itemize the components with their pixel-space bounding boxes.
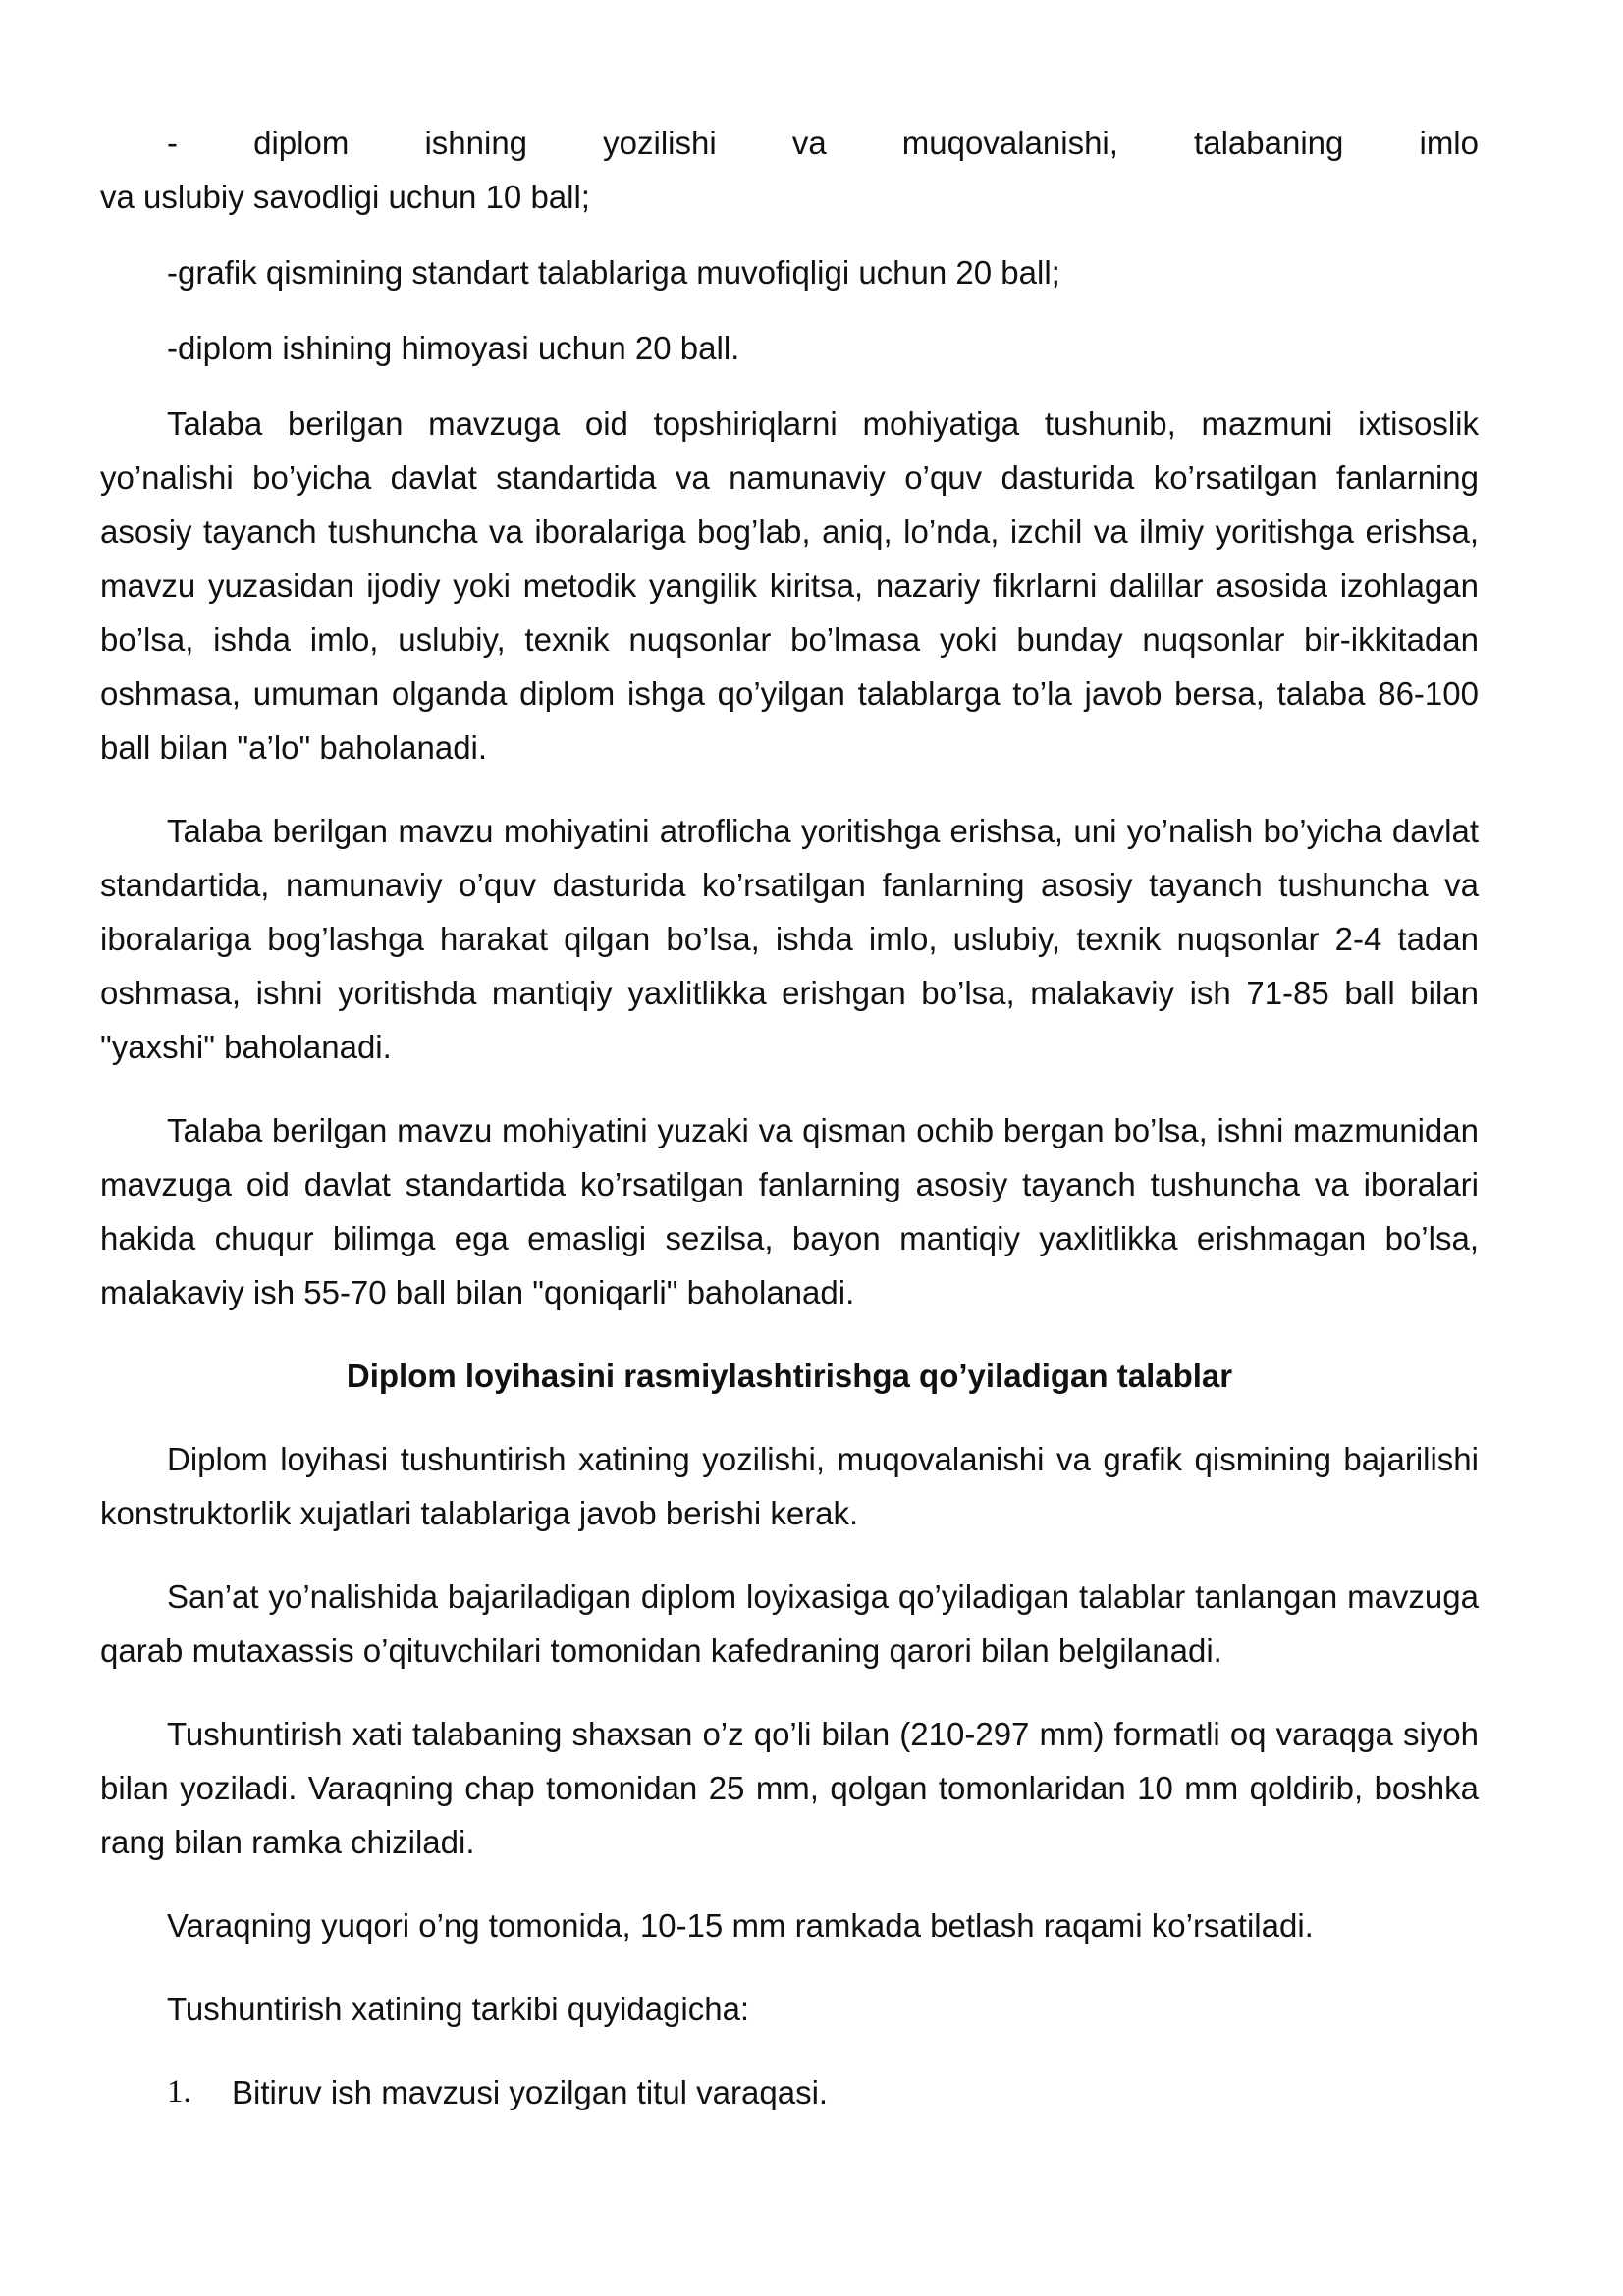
paragraph-yaxshi-criteria: Talaba berilgan mavzu mohiyatini atroflicha yoritishga erishsa, uni yo’nalish bo’yicha davlat standartida, namunaviy o’quv dasturida ko’rsatilgan fanlarning asosiy tayanch tushuncha va iboralariga bog’lashga harakat qilgan bo’lsa, ishda imlo, uslubiy, texnik nuqsonlar 2-4 tadan oshmasa, ishni yoritishda mantiqiy yaxlitlikka erishgan bo’lsa, malakaviy ish 71-85 ball bilan "yaxshi" baholanadi. [100, 813, 1479, 1065]
paragraph-diplom-loyiha: Diplom loyihasi tushuntirish xatining yozilishi, muqovalanishi va grafik qismining bajarilishi konstruktorlik xujatlari talablariga javob berishi kerak. [100, 1441, 1479, 1531]
paragraph-alo-criteria: Talaba berilgan mavzuga oid topshiriqlarni mohiyatiga tushunib, mazmuni ixtisoslik yo’nalishi bo’yicha davlat standartida va namunaviy o’quv dasturida ko’rsatilgan fanlarning asosiy tayanch tushuncha va iboralariga bog’lab, aniq, lo’nda, izchil va ilmiy yoritishga erishsa, mavzu yuzasidan ijodiy yoki metodik yangilik kiritsa, nazariy fikrlarni dalillar asosida izohlagan bo’lsa, ishda imlo, uslubiy, texnik nuqsonlar bo’lmasa yoki bunday nuqsonlar bir-ikkitadan oshmasa, umuman olganda diplom ishga qo’yilgan talablarga to’la javob bersa, talaba 86-100 ball bilan "a’lo" baholanadi. [100, 405, 1479, 766]
list-item-text: Bitiruv ish mavzusi yozilgan titul varaqasi. [232, 2074, 829, 2110]
document-page [100, 116, 1479, 2119]
paragraph-betlash: Varaqning yuqori o’ng tomonida, 10-15 mm ramkada betlash raqami ko’rsatiladi. [167, 1907, 1314, 1944]
list-item [100, 2065, 1479, 2119]
paragraph-sanat: San’at yo’nalishida bajariladigan diplom loyixasiga qo’yiladigan talablar tanlangan mavzuga qarab mutaxassis o’qituvchilari tomonidan kafedraning qarori bilan belgilanadi. [100, 1578, 1479, 1669]
paragraph-qoniqarli-criteria: Talaba berilgan mavzu mohiyatini yuzaki va qisman ochib bergan bo’lsa, ishni mazmunidan mavzuga oid davlat standartida ko’rsatilgan fanlarning asosiy tayanch tushuncha va iboralari hakida chuqur bilimga ega emasligi sezilsa, bayon mantiqiy yaxlitlikka erishmagan bo’lsa, malakaviy ish 55-70 ball bilan "qoniqarli" baholanadi. [100, 1112, 1479, 1310]
section-heading: Diplom loyihasini rasmiylashtirishga qo’yiladigan talablar [346, 1358, 1233, 1394]
paragraph-tarkib: Tushuntirish xatining tarkibi quyidagicha: [167, 1991, 750, 2027]
list-item-number: 1. [167, 2074, 191, 2109]
paragraph-diplom-writing: - diplom ishning yozilishi va muqovalanishi, talabaning imlo [167, 125, 1479, 161]
paragraph-grafik: -grafik qismining standart talablariga muvofiqligi uchun 20 ball; [167, 254, 1060, 291]
paragraph-tushuntirish-xati: Tushuntirish xati talabaning shaxsan o’z qo’li bilan (210-297 mm) formatli oq varaqga siyoh bilan yoziladi. Varaqning chap tomonidan 25 mm, qolgan tomonlaridan 10 mm qoldirib, boshka rang bilan ramka chiziladi. [100, 1716, 1479, 1860]
paragraph-himoya: -diplom ishining himoyasi uchun 20 ball. [167, 330, 740, 366]
paragraph-diplom-writing-cont: va uslubiy savodligi uchun 10 ball; [100, 179, 590, 215]
